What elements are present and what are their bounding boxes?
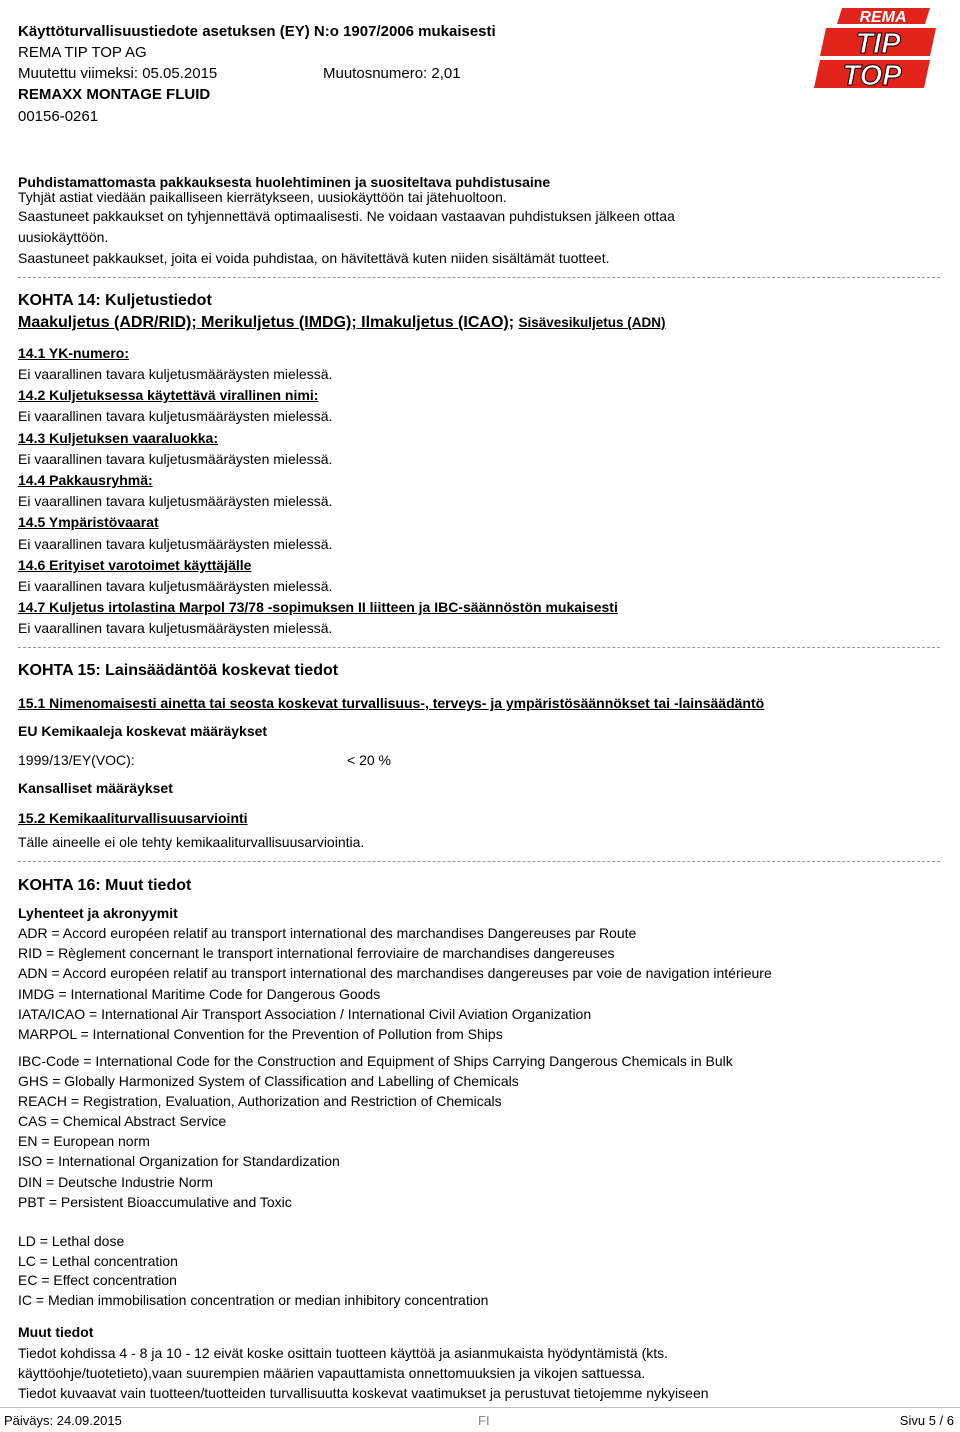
abbreviations-heading: Lyhenteet ja akronyymit [18,905,178,921]
abbreviation-item: DIN = Deutsche Industrie Norm [18,1174,213,1190]
svg-text:TIP: TIP [855,28,901,60]
section-14-title: KOHTA 14: Kuljetustiedot [18,292,212,309]
company-name: REMA TIP TOP AG [18,44,147,61]
section-16-title: KOHTA 16: Muut tiedot [18,877,192,894]
abbreviation-item: IATA/ICAO = International Air Transport Association / International Civil Aviation Organization [18,1006,592,1022]
other-info-line: Tiedot kuvaavat vain tuotteen/tuotteiden turvallisuutta koskevat vaatimukset ja perustuvat tietojemme nykyiseen [18,1385,709,1401]
section-divider [18,647,940,648]
abbreviation-item: ADR = Accord européen relatif au transport international des marchandises Dangereuses par Route [18,925,637,941]
rema-tip-top-logo [812,4,948,90]
item-14-2-value: Ei vaarallinen tavara kuljetusmääräysten mielessä. [18,408,333,424]
section-14-subtitle [18,314,666,332]
abbreviation-item: IC = Median immobilisation concentration or median inhibitory concentration [18,1292,489,1308]
abbreviation-item: ISO = International Organization for Standardization [18,1153,340,1169]
section-15-title: KOHTA 15: Lainsäädäntöä koskevat tiedot [18,662,339,679]
packaging-line: uusiokäyttöön. [18,229,109,245]
item-14-7-label: 14.7 Kuljetus irtolastina Marpol 73/78 -sopimuksen II liitteen ja IBC-säännöstön mukaisesti [18,599,618,615]
eu-regulations-heading: EU Kemikaaleja koskevat määräykset [18,723,268,739]
item-14-5-label: 14.5 Ympäristövaarat [18,514,159,530]
footer-page-number: Sivu 5 / 6 [899,1413,954,1428]
footer-date: Päiväys: 24.09.2015 [4,1413,122,1428]
footer-divider [0,1407,960,1408]
document-title: Käyttöturvallisuustiedote asetuksen (EY) N:o 1907/2006 mukaisesti [18,23,496,40]
item-14-1-label: 14.1 YK-numero: [18,345,129,361]
item-14-5-value: Ei vaarallinen tavara kuljetusmääräysten mielessä. [18,536,333,552]
product-name: REMAXX MONTAGE FLUID [18,86,211,103]
other-info-line: käyttöohje/tuotetieto),vaan suurempien määrien vapauttamista onnettomuuksien ja vikojen sattuessa. [18,1365,646,1381]
item-14-3-label: 14.3 Kuljetuksen vaaraluokka: [18,430,218,446]
abbreviation-item: EC = Effect concentration [18,1272,177,1288]
abbreviation-item: RID = Règlement concernant le transport international ferroviaire de marchandises dangereuses [18,945,615,961]
abbreviation-item: PBT = Persistent Bioaccumulative and Toxic [18,1194,292,1210]
voc-label: 1999/13/EY(VOC): [18,752,135,768]
transport-mode-inland: Sisävesikuljetus (ADN) [518,315,666,330]
section-divider [18,861,940,862]
svg-text:TOP: TOP [842,60,902,90]
item-14-4-value: Ei vaarallinen tavara kuljetusmääräysten mielessä. [18,493,333,509]
packaging-line: Saastuneet pakkaukset, joita ei voida puhdistaa, on hävitettävä kuten niiden sisältämät tuotteet. [18,250,610,266]
packaging-heading: Puhdistamattomasta pakkauksesta huolehtiminen ja suositeltava puhdistusaine [18,174,551,190]
item-14-2-label: 14.2 Kuljetuksessa käytettävä virallinen nimi: [18,387,319,403]
national-regulations-heading: Kansalliset määräykset [18,780,173,796]
abbreviation-item: EN = European norm [18,1133,150,1149]
item-14-7-value: Ei vaarallinen tavara kuljetusmääräysten mielessä. [18,620,333,636]
section-divider [18,277,940,278]
abbreviation-item: GHS = Globally Harmonized System of Classification and Labelling of Chemicals [18,1073,519,1089]
item-14-6-value: Ei vaarallinen tavara kuljetusmääräysten mielessä. [18,578,333,594]
packaging-line: Saastuneet pakkaukset on tyhjennettävä optimaalisesti. Ne voidaan vastaavan puhdistuksen jälkeen ottaa [18,208,675,224]
abbreviation-item: IBC-Code = International Code for the Construction and Equipment of Ships Carrying Dangerous Chemicals in Bulk [18,1053,733,1069]
section-15-1-heading: 15.1 Nimenomaisesti ainetta tai seosta koskevat turvallisuus-, terveys- ja ympäristösäännökset tai -lainsäädäntö [18,695,765,711]
product-code: 00156-0261 [18,108,99,125]
abbreviation-item: IMDG = International Maritime Code for Dangerous Goods [18,986,381,1002]
other-info-line: Tiedot kohdissa 4 - 8 ja 10 - 12 eivät koske osittain tuotteen käyttöä ja asianmukaista hyödyntämistä (kts. [18,1345,669,1361]
transport-modes: Maakuljetus (ADR/RID); Merikuljetus (IMDG); Ilmakuljetus (ICAO); [18,314,515,331]
abbreviation-item: CAS = Chemical Abstract Service [18,1113,227,1129]
section-15-2-text: Tälle aineelle ei ole tehty kemikaaliturvallisuusarviointia. [18,834,365,850]
item-14-1-value: Ei vaarallinen tavara kuljetusmääräysten mielessä. [18,366,333,382]
svg-text:REMA: REMA [859,9,907,26]
item-14-4-label: 14.4 Pakkausryhmä: [18,472,153,488]
voc-value: < 20 % [347,752,391,768]
abbreviation-item: LC = Lethal concentration [18,1253,178,1269]
abbreviation-item: REACH = Registration, Evaluation, Authorization and Restriction of Chemicals [18,1093,502,1109]
modified-date: Muutettu viimeksi: 05.05.2015 [18,65,218,82]
revision-number: Muutosnumero: 2,01 [323,65,461,82]
footer-language: FI [478,1413,490,1428]
packaging-line: Tyhjät astiat viedään paikalliseen kierrätykseen, uusiokäyttöön tai jätehuoltoon. [18,189,507,205]
abbreviation-item: MARPOL = International Convention for the Prevention of Pollution from Ships [18,1026,503,1042]
abbreviation-item: ADN = Accord européen relatif au transport international des marchandises dangereuses par voie de navigation intérieure [18,965,772,981]
item-14-6-label: 14.6 Erityiset varotoimet käyttäjälle [18,557,252,573]
item-14-3-value: Ei vaarallinen tavara kuljetusmääräysten mielessä. [18,451,333,467]
other-info-heading: Muut tiedot [18,1324,94,1340]
section-15-2-heading: 15.2 Kemikaaliturvallisuusarviointi [18,810,248,826]
abbreviation-item: LD = Lethal dose [18,1233,125,1249]
